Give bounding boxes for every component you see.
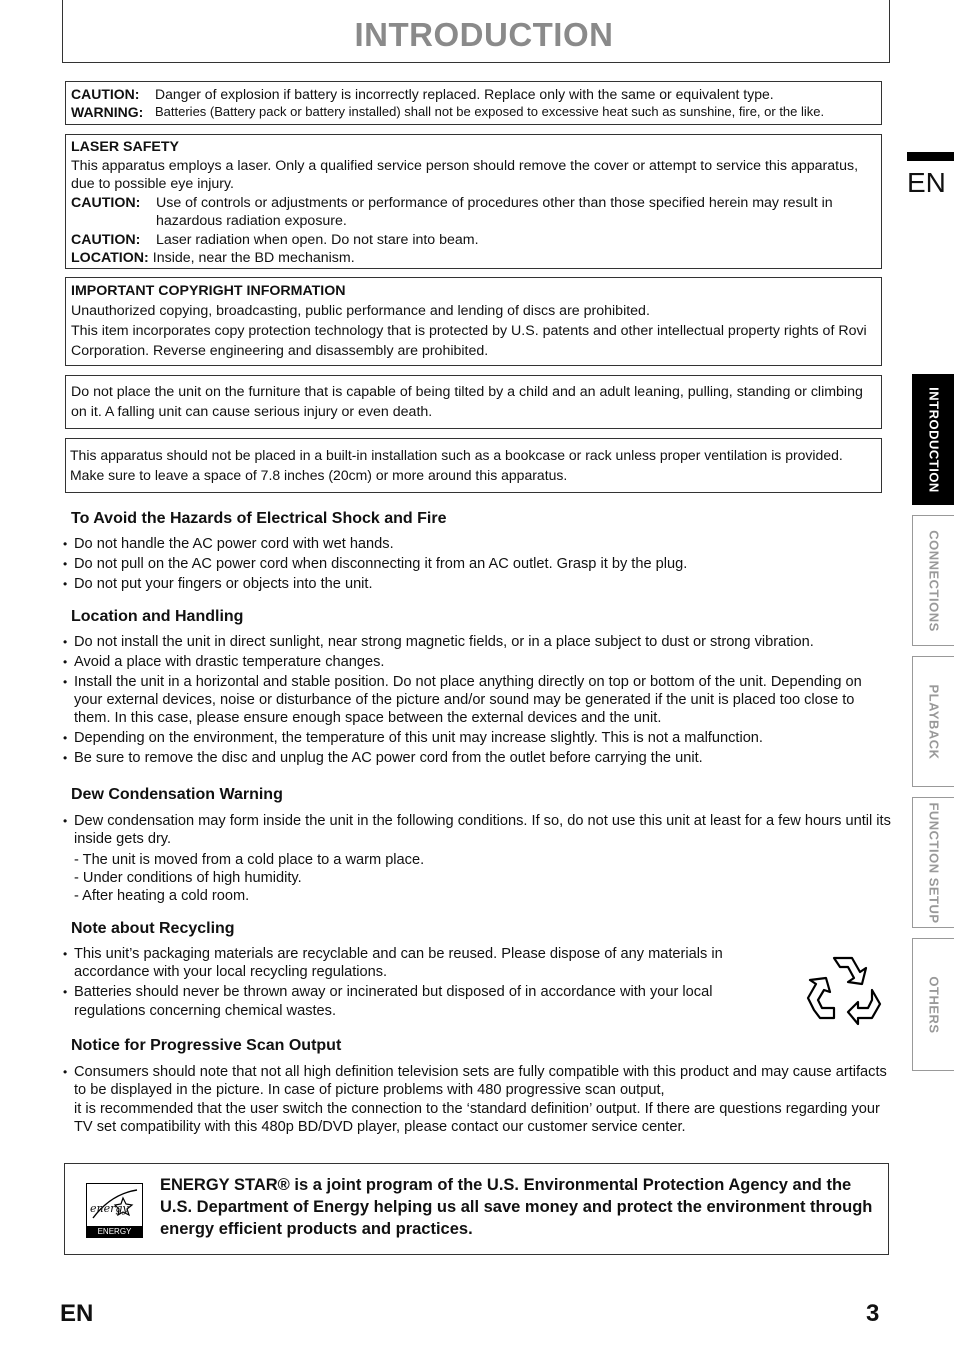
- copyright-title: IMPORTANT COPYRIGHT INFORMATION: [71, 283, 346, 299]
- shock-heading: To Avoid the Hazards of Electrical Shock and Fire: [71, 510, 447, 527]
- copyright-line2: This item incorporates copy protection technology that is protected by U.S. patents and other intellectual property rights of Rovi Corporation. Reverse engineering and disassembly are prohibited.: [71, 323, 867, 359]
- page-title: INTRODUCTION: [354, 16, 614, 53]
- tab-label: CONNECTIONS: [926, 529, 941, 632]
- ventilation-box: [65, 438, 882, 493]
- warning-label: WARNING:: [71, 104, 144, 120]
- language-tab-label: EN: [907, 167, 946, 198]
- shock-list: [62, 535, 892, 595]
- list-item: [62, 1063, 892, 1136]
- language-tab: [907, 152, 954, 202]
- location-list: [62, 633, 892, 769]
- list-item: • Do not put your fingers or objects into the unit.: [62, 575, 892, 594]
- tab-playback[interactable]: [912, 656, 954, 787]
- page-number: 3: [866, 1300, 880, 1327]
- list-item: • Do not pull on the AC power cord when disconnecting it from an AC outlet. Grasp it by the plug.: [62, 555, 892, 574]
- laser-caution2-label: CAUTION:: [71, 231, 141, 248]
- list-item: • Batteries should never be thrown away or incinerated but disposed of in accordance with your local regulations concerning chemical wastes.: [62, 983, 774, 1020]
- caution-text: Danger of explosion if battery is incorrectly replaced. Replace only with the same or equivalent type.: [155, 86, 774, 102]
- copyright-box: [65, 277, 882, 366]
- list-item: • Dew condensation may form inside the unit in the following conditions. If so, do not use this unit at least for a few hours until its inside gets dry.: [62, 812, 892, 849]
- laser-caution1-label: CAUTION:: [71, 194, 141, 211]
- recycling-list: [62, 945, 774, 1021]
- list-item: • This unit’s packaging materials are recyclable and can be reused. Please dispose of any materials in accordance with your local recycling regulations.: [62, 945, 774, 982]
- list-item: • Depending on the environment, the temperature of this unit may increase slightly. This is not a malfunction.: [62, 729, 892, 748]
- dew-list: [62, 812, 892, 850]
- list-item: • Be sure to remove the disc and unplug the AC power cord from the outlet before carrying the unit.: [62, 749, 892, 768]
- dew-heading: Dew Condensation Warning: [71, 786, 283, 803]
- tab-label: OTHERS: [926, 975, 941, 1034]
- location-heading: Location and Handling: [71, 608, 244, 625]
- dew-conditions: [62, 851, 892, 906]
- recycling-heading: Note about Recycling: [71, 920, 235, 937]
- footer-language: EN: [60, 1300, 94, 1327]
- dew-condition: - After heating a cold room.: [74, 888, 250, 905]
- ventilation-text: This apparatus should not be placed in a built-in installation such as a bookcase or rack unless proper ventilation is provided. Make sure to leave a space of 7.8 inches (20cm) or more around this apparatus.: [70, 447, 843, 483]
- tab-label: INTRODUCTION: [926, 386, 941, 493]
- copyright-line1: Unauthorized copying, broadcasting, public performance and lending of discs are prohibited.: [71, 303, 650, 319]
- laser-location-text: Inside, near the BD mechanism.: [152, 250, 355, 266]
- tab-introduction[interactable]: [912, 374, 954, 505]
- furniture-warning-box: [65, 375, 882, 429]
- laser-caution2-text: Laser radiation when open. Do not stare into beam.: [156, 231, 479, 248]
- caution-label: CAUTION:: [71, 86, 140, 102]
- tab-function-setup[interactable]: [912, 797, 954, 928]
- dew-condition: - The unit is moved from a cold place to a warm place.: [74, 852, 425, 868]
- list-item: • Do not install the unit in direct sunlight, near strong magnetic fields, or in a place subject to dust or strong vibration.: [62, 633, 892, 652]
- progressive-line1: Consumers should note that not all high definition television sets are fully compatible with this product and may cause artifacts to be displayed in the picture. In case of picture problems with 480 progressive scan output,: [74, 1064, 887, 1099]
- list-item: • Do not handle the AC power cord with wet hands.: [62, 535, 892, 554]
- laser-caution1-text: Use of controls or adjustments or performance of procedures other than those specified herein may result in hazardous radiation exposure.: [156, 194, 833, 229]
- laser-safety-title: LASER SAFETY: [71, 139, 179, 155]
- energy-star-script: energy: [90, 1202, 129, 1215]
- furniture-warning-text: Do not place the unit on the furniture that is capable of being tilted by a child and an adult leaning, pulling, standing or climbing on it. A falling unit can cause serious injury or even death.: [71, 384, 863, 420]
- energy-star-caption: ENERGY STAR: [87, 1226, 142, 1237]
- energy-star-logo: [86, 1183, 143, 1247]
- recycle-icon: [804, 950, 886, 1028]
- tab-connections[interactable]: [912, 515, 954, 646]
- progressive-heading: Notice for Progressive Scan Output: [71, 1037, 342, 1054]
- energy-star-text: ENERGY STAR® is a joint program of the U.S. Environmental Protection Agency and the U.S. Department of Energy helping us all save money and protect the environment through energy efficient products and practices.: [160, 1176, 873, 1238]
- tab-others[interactable]: [912, 938, 954, 1071]
- warning-text: Batteries (Battery pack or battery installed) shall not be exposed to excessive heat such as sunshine, fire, or the like.: [155, 104, 825, 119]
- list-item: • Install the unit in a horizontal and stable position. Do not place anything directly on top or bottom of the unit. Depending on your external devices, noise or disturbance of the picture and/or sound may be generated if the unit is placed too close to them. In this case, please ensure enough space between the external devices and the unit.: [62, 673, 892, 728]
- tab-label: FUNCTION SETUP: [926, 801, 941, 924]
- progressive-line2: it is recommended that the user switch the connection to the ‘standard definition’ output. If there are questions regarding your TV set compatibility with this 480p BD/DVD player, please contact our customer service center.: [74, 1100, 880, 1135]
- caution-warning-box: [65, 81, 882, 125]
- dew-condition: - Under conditions of high humidity.: [74, 870, 302, 887]
- laser-location-label: LOCATION:: [71, 250, 149, 266]
- laser-safety-box: [65, 134, 882, 269]
- tab-label: PLAYBACK: [926, 683, 941, 760]
- progressive-list: [62, 1063, 892, 1138]
- list-item: • Avoid a place with drastic temperature changes.: [62, 653, 892, 672]
- laser-safety-intro: This apparatus employs a laser. Only a qualified service person should remove the cover or attempt to service this apparatus, due to possible eye injury.: [71, 157, 859, 192]
